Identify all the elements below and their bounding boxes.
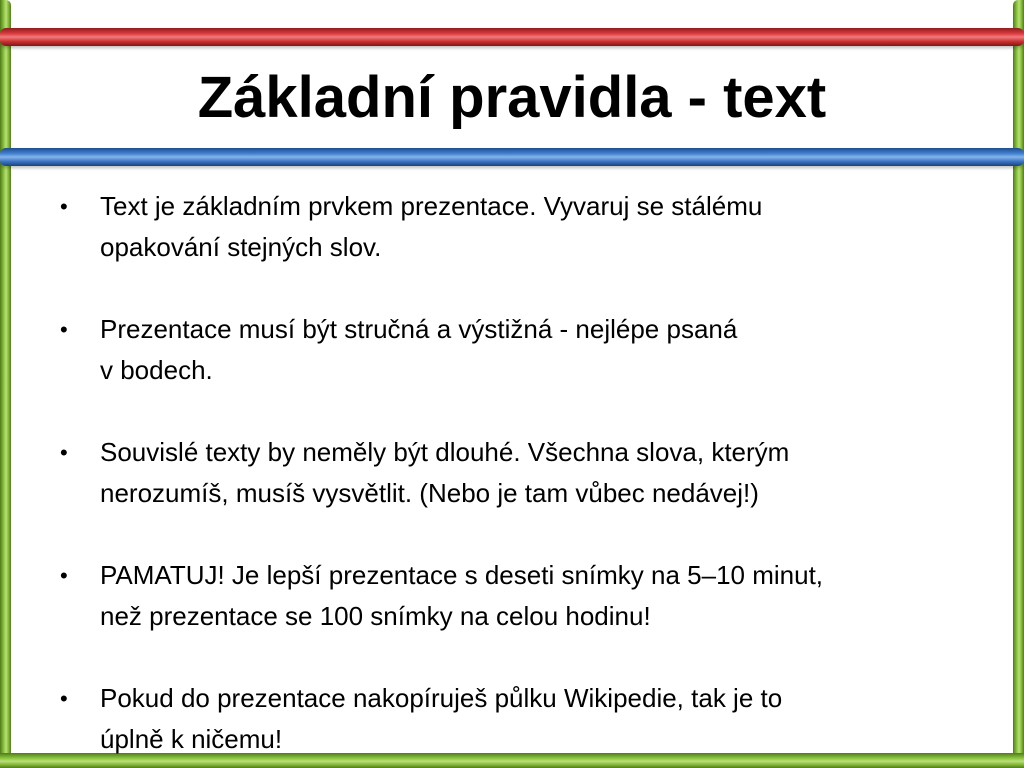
- top-red-bar: [0, 28, 1024, 46]
- bullet-text-line: Text je základním prvkem prezentace. Vyvaruj se stálému: [100, 191, 763, 221]
- bullet-text-line: Souvislé texty by neměly být dlouhé. Všechna slova, kterým: [100, 437, 790, 467]
- title-underline-blue-bar: [0, 148, 1024, 166]
- bullet-icon: •: [60, 440, 68, 465]
- bullet-item-3: [58, 432, 968, 514]
- bullet-text-line: nerozumíš, musíš vysvětlit. (Nebo je tam vůbec nedávej!): [100, 478, 759, 508]
- bullet-text-line: PAMATUJ! Je lepší prezentace s deseti snímky na 5–10 minut,: [100, 560, 824, 590]
- bullet-list: [58, 186, 968, 768]
- bullet-item-4: [58, 555, 968, 637]
- bullet-icon: •: [60, 194, 68, 219]
- bullet-text-line: opakování stejných slov.: [100, 232, 382, 262]
- bullet-icon: •: [60, 686, 68, 711]
- bullet-text-line: úplně k ničemu!: [100, 724, 283, 754]
- bullet-item-1: [58, 186, 968, 268]
- bullet-icon: •: [60, 317, 68, 342]
- bullet-item-2: [58, 309, 968, 391]
- slide-title: Základní pravidla - text: [197, 65, 827, 130]
- bullet-icon: •: [60, 563, 68, 588]
- bullet-item-5: [58, 678, 968, 760]
- bullet-text-line: v bodech.: [100, 355, 213, 385]
- bullet-text-line: než prezentace se 100 snímky na celou hodinu!: [100, 601, 651, 631]
- bullet-text-line: Prezentace musí být stručná a výstižná - nejlépe psaná: [100, 314, 738, 344]
- bullet-text-line: Pokud do prezentace nakopíruješ půlku Wikipedie, tak je to: [100, 683, 783, 713]
